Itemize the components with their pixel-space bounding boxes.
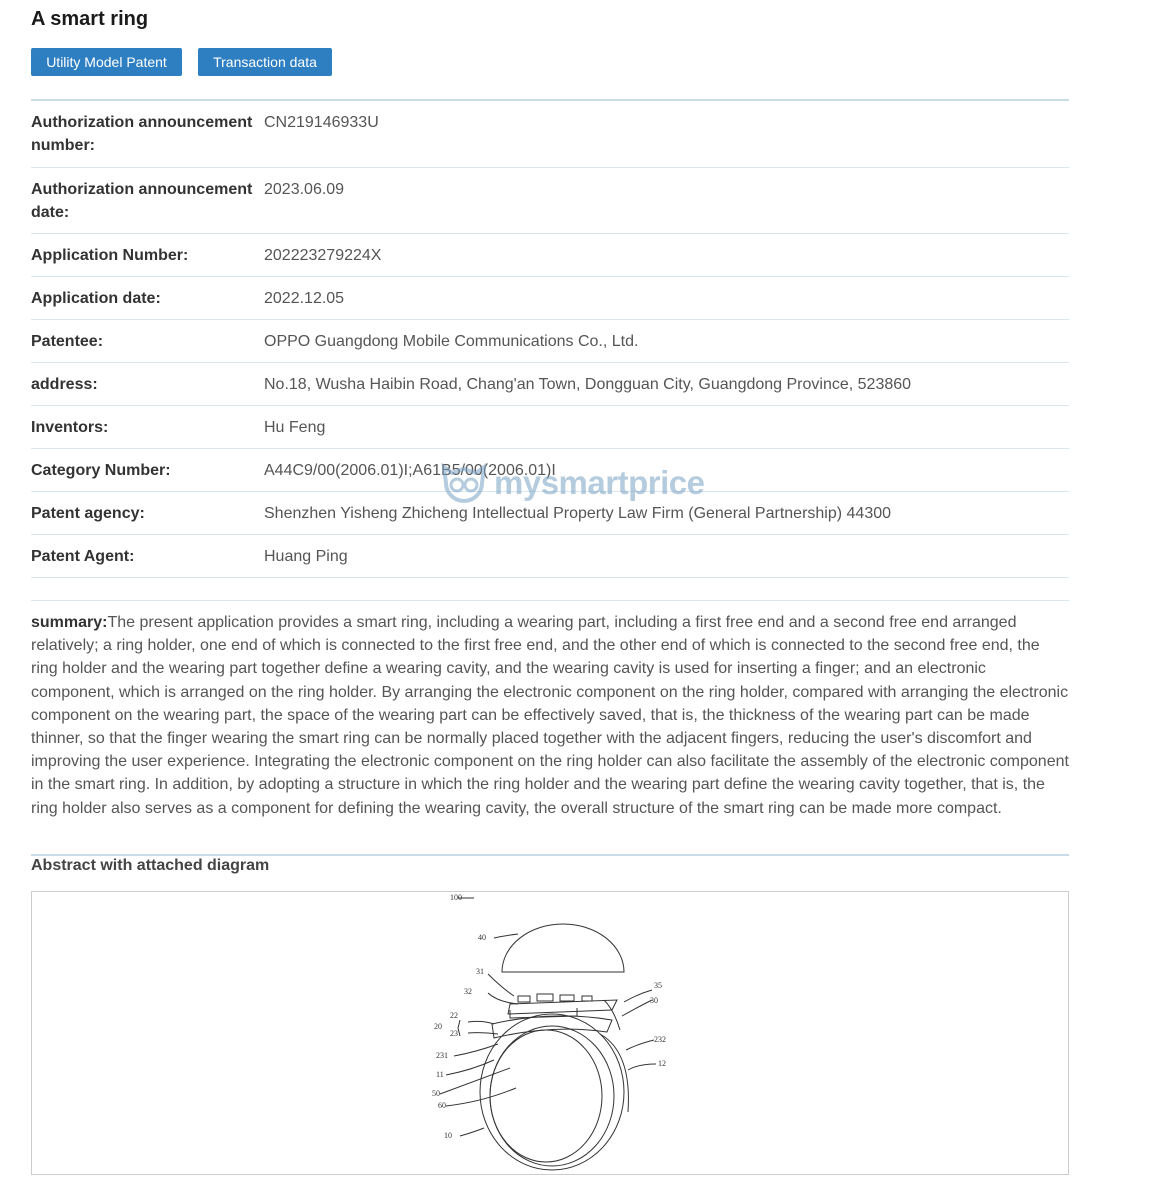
figure-label: 12 (658, 1059, 666, 1068)
detail-value: Hu Feng (264, 419, 326, 436)
transaction-data-button[interactable]: Transaction data (198, 48, 332, 76)
summary (31, 611, 1069, 820)
figure-label: 10 (444, 1131, 452, 1140)
watermark (440, 461, 704, 505)
detail-row (31, 277, 1069, 320)
figure-label: 11 (436, 1070, 444, 1079)
detail-row (31, 535, 1069, 578)
detail-value: CN219146933U (264, 114, 379, 131)
detail-row (31, 406, 1069, 449)
figure-label: 50 (432, 1089, 440, 1098)
detail-row (31, 101, 1069, 168)
ring-diagram-svg (32, 892, 1068, 1174)
utility-model-patent-button[interactable]: Utility Model Patent (31, 48, 182, 76)
detail-label: Authorization announcement date: (31, 181, 253, 221)
owl-logo-icon (440, 461, 488, 505)
figure-label: 30 (650, 996, 658, 1005)
abstract-title: Abstract with attached diagram (31, 857, 270, 874)
patent-diagram (31, 891, 1069, 1175)
watermark-text: mysmartprice (494, 464, 705, 501)
figure-label: 32 (464, 987, 472, 996)
detail-value: Huang Ping (264, 548, 348, 565)
detail-label: Patent Agent: (31, 548, 135, 565)
detail-row (31, 234, 1069, 277)
figure-label: 35 (654, 981, 662, 990)
figure-label: 20 (434, 1022, 442, 1031)
figure-label: 60 (438, 1101, 446, 1110)
detail-value: Shenzhen Yisheng Zhicheng Intellectual Property Law Firm (General Partnership) 44300 (264, 505, 892, 522)
figure-label: 22 (450, 1011, 458, 1020)
detail-value: 2022.12.05 (264, 290, 345, 307)
detail-label: Application date: (31, 290, 161, 307)
figure-label: 23 (450, 1029, 458, 1038)
abstract-divider (31, 854, 1069, 856)
detail-label: Category Number: (31, 462, 171, 479)
detail-value: No.18, Wusha Haibin Road, Chang'an Town, Dongguan City, Guangdong Province, 523860 (264, 376, 912, 393)
detail-row (31, 320, 1069, 363)
detail-label: Application Number: (31, 247, 189, 264)
detail-row (31, 363, 1069, 406)
patent-details-table (31, 101, 1069, 578)
detail-value: OPPO Guangdong Mobile Communications Co., Ltd. (264, 333, 639, 350)
detail-label: address: (31, 376, 98, 393)
detail-value: 202223279224X (264, 247, 382, 264)
detail-row (31, 168, 1069, 234)
figure-label: 100 (450, 893, 462, 902)
figure-label: 31 (476, 967, 484, 976)
figure-label: 231 (436, 1051, 448, 1060)
detail-value: A44C9/00(2006.01)I;A61B5/00(2006.01)I (264, 462, 556, 479)
summary-label: summary: (31, 614, 108, 631)
detail-label: Inventors: (31, 419, 109, 436)
figure-label: 40 (478, 933, 486, 942)
detail-label: Patentee: (31, 333, 104, 350)
page-title: A smart ring (31, 8, 149, 30)
figure-label: 232 (654, 1035, 666, 1044)
detail-label: Patent agency: (31, 505, 145, 522)
summary-text: The present application provides a smart ring, including a wearing part, including a first free end and a second free end arranged relatively; a ring holder, one end of which is connected to the first free end, and the other end of which is connected to the second free end, the ring holder and the wearing part together define a wearing cavity, and the wearing cavity is used for inserting a finger; and an electronic component, which is arranged on the ring holder. By arranging the electronic component on the ring holder, compared with arranging the electronic component on the wearing part, the space of the wearing part can be effectively saved, that is, the thickness of the wearing part can be made thinner, so that the finger wearing the smart ring can be normally placed together with the adjacent fingers, reducing the user's discomfort and improving the user experience. Integrating the electronic component on the ring holder can also facilitate the assembly of the electronic component in the smart ring. In addition, by adopting a structure in which the ring holder and the wearing part define the wearing cavity together, that is, the ring holder also serves as a component for defining the wearing cavity, the overall structure of the smart ring can be made more compact. (31, 614, 1069, 817)
summary-divider (31, 600, 1069, 601)
detail-label: Authorization announcement number: (31, 114, 253, 154)
detail-value: 2023.06.09 (264, 181, 345, 198)
